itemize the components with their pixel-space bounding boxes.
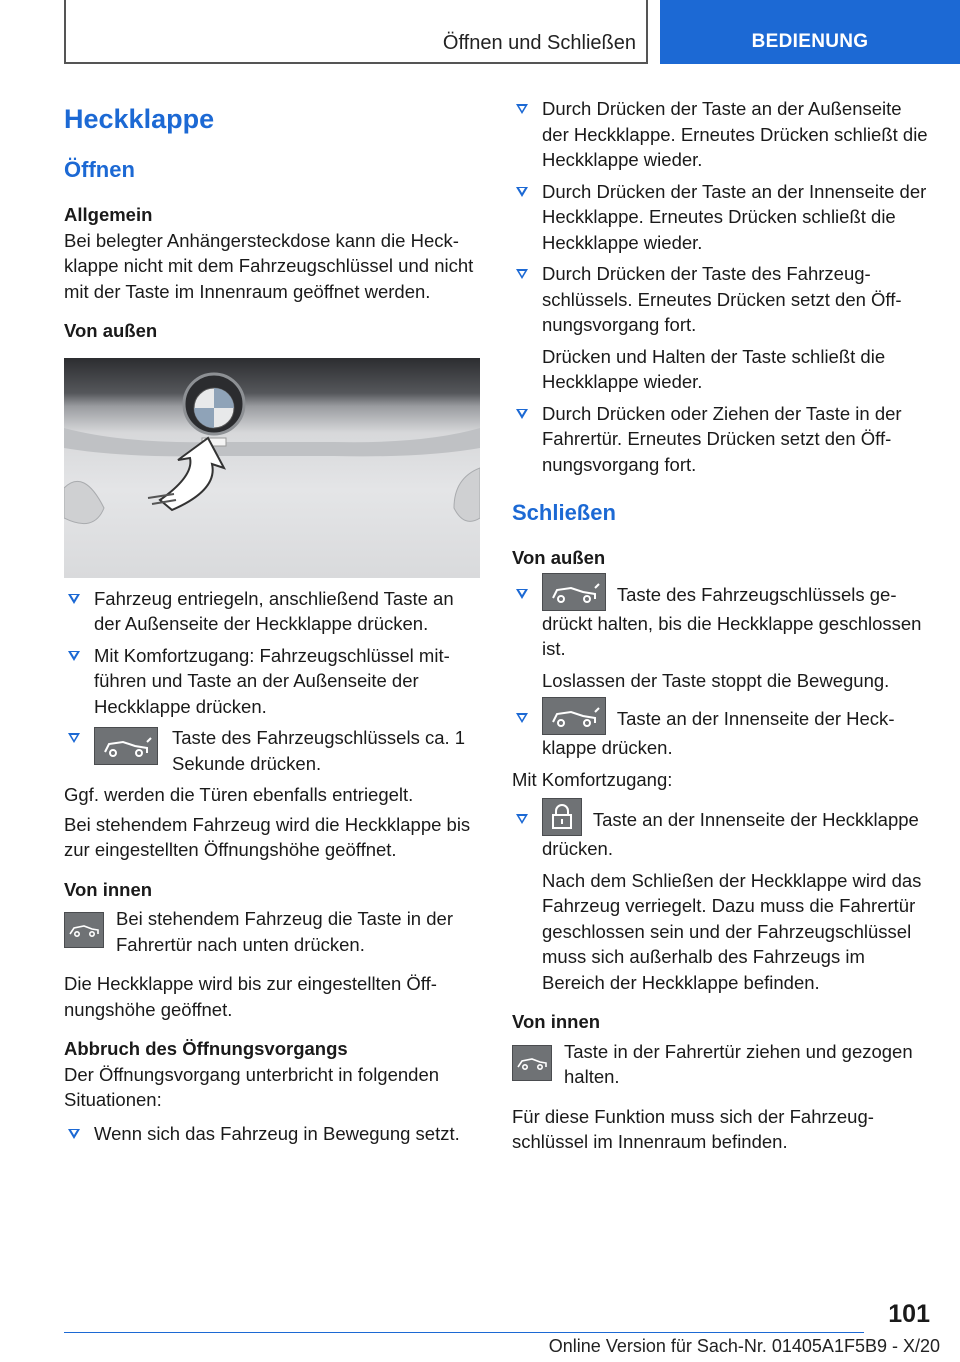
key-bullet-text: Taste des Fahrzeugschlüssels ca. 1 Sekunde drücken. — [172, 727, 466, 774]
komfort-text: Mit Komfortzugang: — [512, 768, 673, 790]
list-item: Mit Komfortzugang: Fahrzeugschlüssel mitführen und Taste an der Außenseite der Heckklappe drücken. — [64, 643, 480, 720]
car-tailgate-icon — [542, 573, 606, 611]
section-title: Heckklappe — [64, 104, 215, 134]
header-title: Öffnen und Schließen — [442, 32, 636, 54]
tueren-text: Ggf. werden die Türen ebenfalls entriegelt. — [64, 784, 414, 805]
innen-paragraph-right: Für diese Funktion muss sich der Fahrzeugschlüssel im Innenraum befinden. — [512, 1105, 874, 1152]
innen-heading: Von innen — [64, 878, 153, 900]
lock-text: Taste an der Innenseite der Heckklappe drücken. — [542, 808, 919, 859]
list-item: Wenn sich das Fahrzeug in Bewegung setzt. — [64, 1121, 480, 1147]
footer-text: Online Version für Sach-Nr. 01405A1F5B9 - X/20 — [548, 1336, 940, 1356]
list-item-text: Durch Drücken der Taste des Fahrzeugschlüssels. Erneutes Drücken setzt den Öffnungsvorgang fort. — [542, 263, 902, 335]
subsection-title-schliessen: Schließen — [512, 500, 616, 525]
innen-text: Bei stehendem Fahrzeug die Taste in der Fahrertür nach unten drücken. — [116, 908, 453, 955]
tailgate-illustration — [64, 358, 480, 578]
subsection-title-oeffnen: Öffnen — [64, 157, 135, 182]
list-item — [512, 581, 928, 694]
innen-paragraph: Die Heckklappe wird bis zur eingestellten Öffnungshöhe geöffnet. — [64, 973, 437, 1020]
komfort-list — [512, 806, 928, 995]
list-item — [64, 725, 480, 776]
bmw-emblem-icon — [184, 374, 244, 434]
key1-text: Taste des Fahrzeugschlüssels gedrückt halten, bis die Heckklappe geschlossen ist. — [542, 583, 922, 659]
list-item-sub: Nach dem Schließen der Heckklappe wird das Fahrzeug verriegelt. Dazu muss die Fahrertür geschlossen sein und der Fahrzeugschlüssel muss sich außerhalb des Fahrzeugs im Bereich der Heckklappe befinden. — [542, 869, 922, 993]
list-item — [512, 705, 928, 761]
innen-text-right: Taste in der Fahrertür ziehen und gezogen halten. — [564, 1040, 913, 1087]
innen-heading-right: Von innen — [512, 1011, 601, 1032]
oeffnen-aussen-list — [64, 586, 480, 777]
allgemein-heading: Allgemein — [64, 204, 153, 225]
innen-row — [64, 906, 480, 957]
aussen-heading-right: Von außen — [512, 547, 606, 568]
lock-icon — [542, 798, 582, 836]
tailgate-photo — [64, 358, 480, 578]
abbruch-continued-list — [512, 96, 928, 477]
header-title-box — [64, 0, 648, 64]
key2-text: Taste an der Innenseite der Heckklappe drücken. — [542, 707, 895, 758]
schliessen-aussen-list — [512, 581, 928, 761]
list-item: Durch Drücken der Taste an der Innenseite der Heckklappe. Erneutes Drücken schließt die Heckklappe wieder. — [512, 179, 928, 256]
list-item — [512, 806, 928, 995]
list-item — [512, 261, 928, 395]
left-column — [64, 96, 480, 1152]
abbruch-text: Der Öffnungsvorgang unterbricht in folgenden Situationen: — [64, 1063, 440, 1110]
aussen-heading: Von außen — [64, 320, 158, 341]
car-tailgate-icon — [512, 1045, 552, 1081]
list-item-sub: Drücken und Halten der Taste schließt die Heckklappe wieder. — [542, 345, 886, 392]
allgemein-text: Bei belegter Anhängersteckdose kann die Heckklappe nicht mit dem Fahrzeugschlüssel und nicht mit der Taste im Innenraum geöffnet werden. — [64, 229, 474, 302]
abbruch-heading: Abbruch des Öffnungsvorgangs — [64, 1038, 348, 1059]
car-tailgate-icon — [542, 697, 606, 735]
car-tailgate-icon — [64, 912, 104, 948]
car-tailgate-icon — [94, 727, 158, 765]
abbruch-list — [64, 1121, 480, 1147]
innen-row-right — [512, 1039, 928, 1090]
header-section-tab: BEDIENUNG — [660, 0, 960, 64]
page-number: 101 — [888, 1300, 930, 1328]
list-item: Fahrzeug entriegeln, anschließend Taste an der Außenseite der Heckklappe drücken. — [64, 586, 480, 637]
footer-divider — [64, 1332, 864, 1333]
stehend-text: Bei stehendem Fahrzeug wird die Heckklappe bis zur eingestellten Öffnungshöhe geöffnet. — [64, 813, 471, 860]
list-item: Durch Drücken oder Ziehen der Taste in der Fahrertür. Erneutes Drücken setzt den Öffnungsvorgang fort. — [512, 401, 928, 478]
list-item: Durch Drücken der Taste an der Außenseite der Heckklappe. Erneutes Drücken schließt die Heckklappe wieder. — [512, 96, 928, 173]
right-column — [512, 96, 928, 1169]
list-item-sub: Loslassen der Taste stoppt die Bewegung. — [542, 669, 890, 691]
